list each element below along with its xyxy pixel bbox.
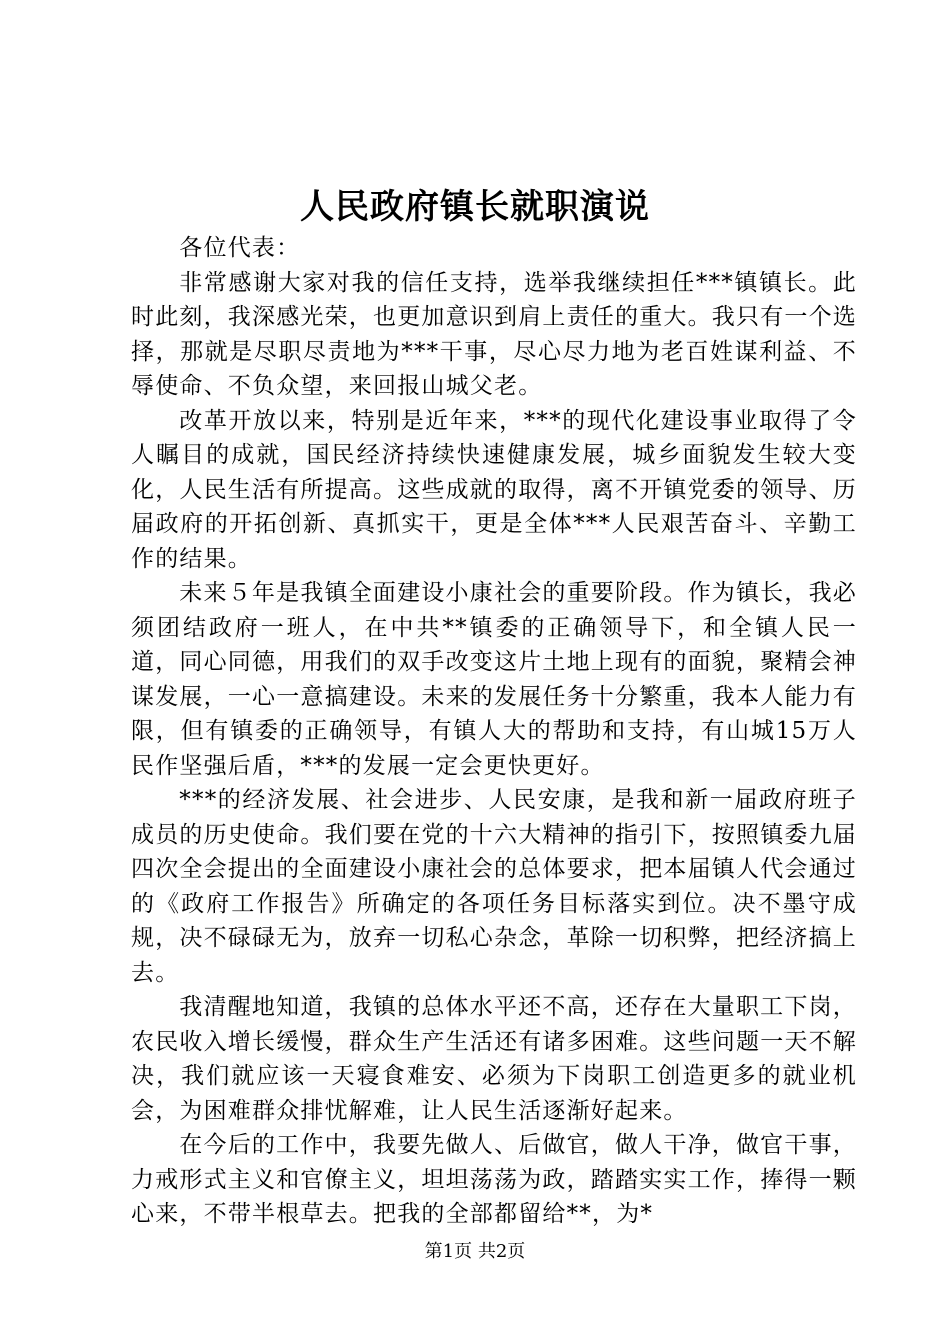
page-footer: 第1页 共2页	[424, 1241, 526, 1262]
paragraph-2: 改革开放以来，特别是近年来，***的现代化建设事业取得了令人瞩目的成就，国民经济持续快速健康发展，城乡面貌发生较大变化，人民生活有所提高。这些成就的取得，离不开镇党委的领导、历届政府的开拓创新、真抓实干，更是全体***人民艰苦奋斗、辛勤工作的结果。	[131, 407, 857, 572]
document-body	[131, 231, 857, 1232]
document-title: 人民政府镇长就职演说	[300, 187, 650, 227]
paragraph-1: 非常感谢大家对我的信任支持，选举我继续担任***镇镇长。此时此刻，我深感光荣，也更加意识到肩上责任的重大。我只有一个选择，那就是尽职尽责地为***干事，尽心尽力地为老百姓谋利益、不辱使命、不负众望，来回报山城父老。	[131, 269, 857, 399]
paragraph-6: 在今后的工作中，我要先做人、后做官，做人干净，做官干事，力戒形式主义和官僚主义，坦坦荡荡为政，踏踏实实工作，捧得一颗心来，不带半根草去。把我的全部都留给**，为*	[131, 1132, 857, 1227]
paragraph-4: ***的经济发展、社会进步、人民安康，是我和新一届政府班子成员的历史使命。我们要在党的十六大精神的指引下，按照镇委九届四次全会提出的全面建设小康社会的总体要求，把本届镇人代会通过的《政府工作报告》所确定的各项任务目标落实到位。决不墨守成规，决不碌碌无为，放弃一切私心杂念，革除一切积弊，把经济搞上去。	[131, 787, 857, 986]
paragraph-3: 未来５年是我镇全面建设小康社会的重要阶段。作为镇长，我必须团结政府一班人，在中共**镇委的正确领导下，和全镇人民一道，同心同德，用我们的双手改变这片土地上现有的面貌，聚精会神谋发展，一心一意搞建设。未来的发展任务十分繁重，我本人能力有限，但有镇委的正确领导，有镇人大的帮助和支持，有山城15万人民作坚强后盾，***的发展一定会更快更好。	[131, 580, 857, 779]
paragraph-5: 我清醒地知道，我镇的总体水平还不高，还存在大量职工下岗，农民收入增长缓慢，群众生产生活还有诸多困难。这些问题一天不解决，我们就应该一天寝食难安、必须为下岗职工创造更多的就业机会，为困难群众排忧解难，让人民生活逐渐好起来。	[131, 994, 857, 1124]
salutation: 各位代表：	[179, 235, 301, 261]
